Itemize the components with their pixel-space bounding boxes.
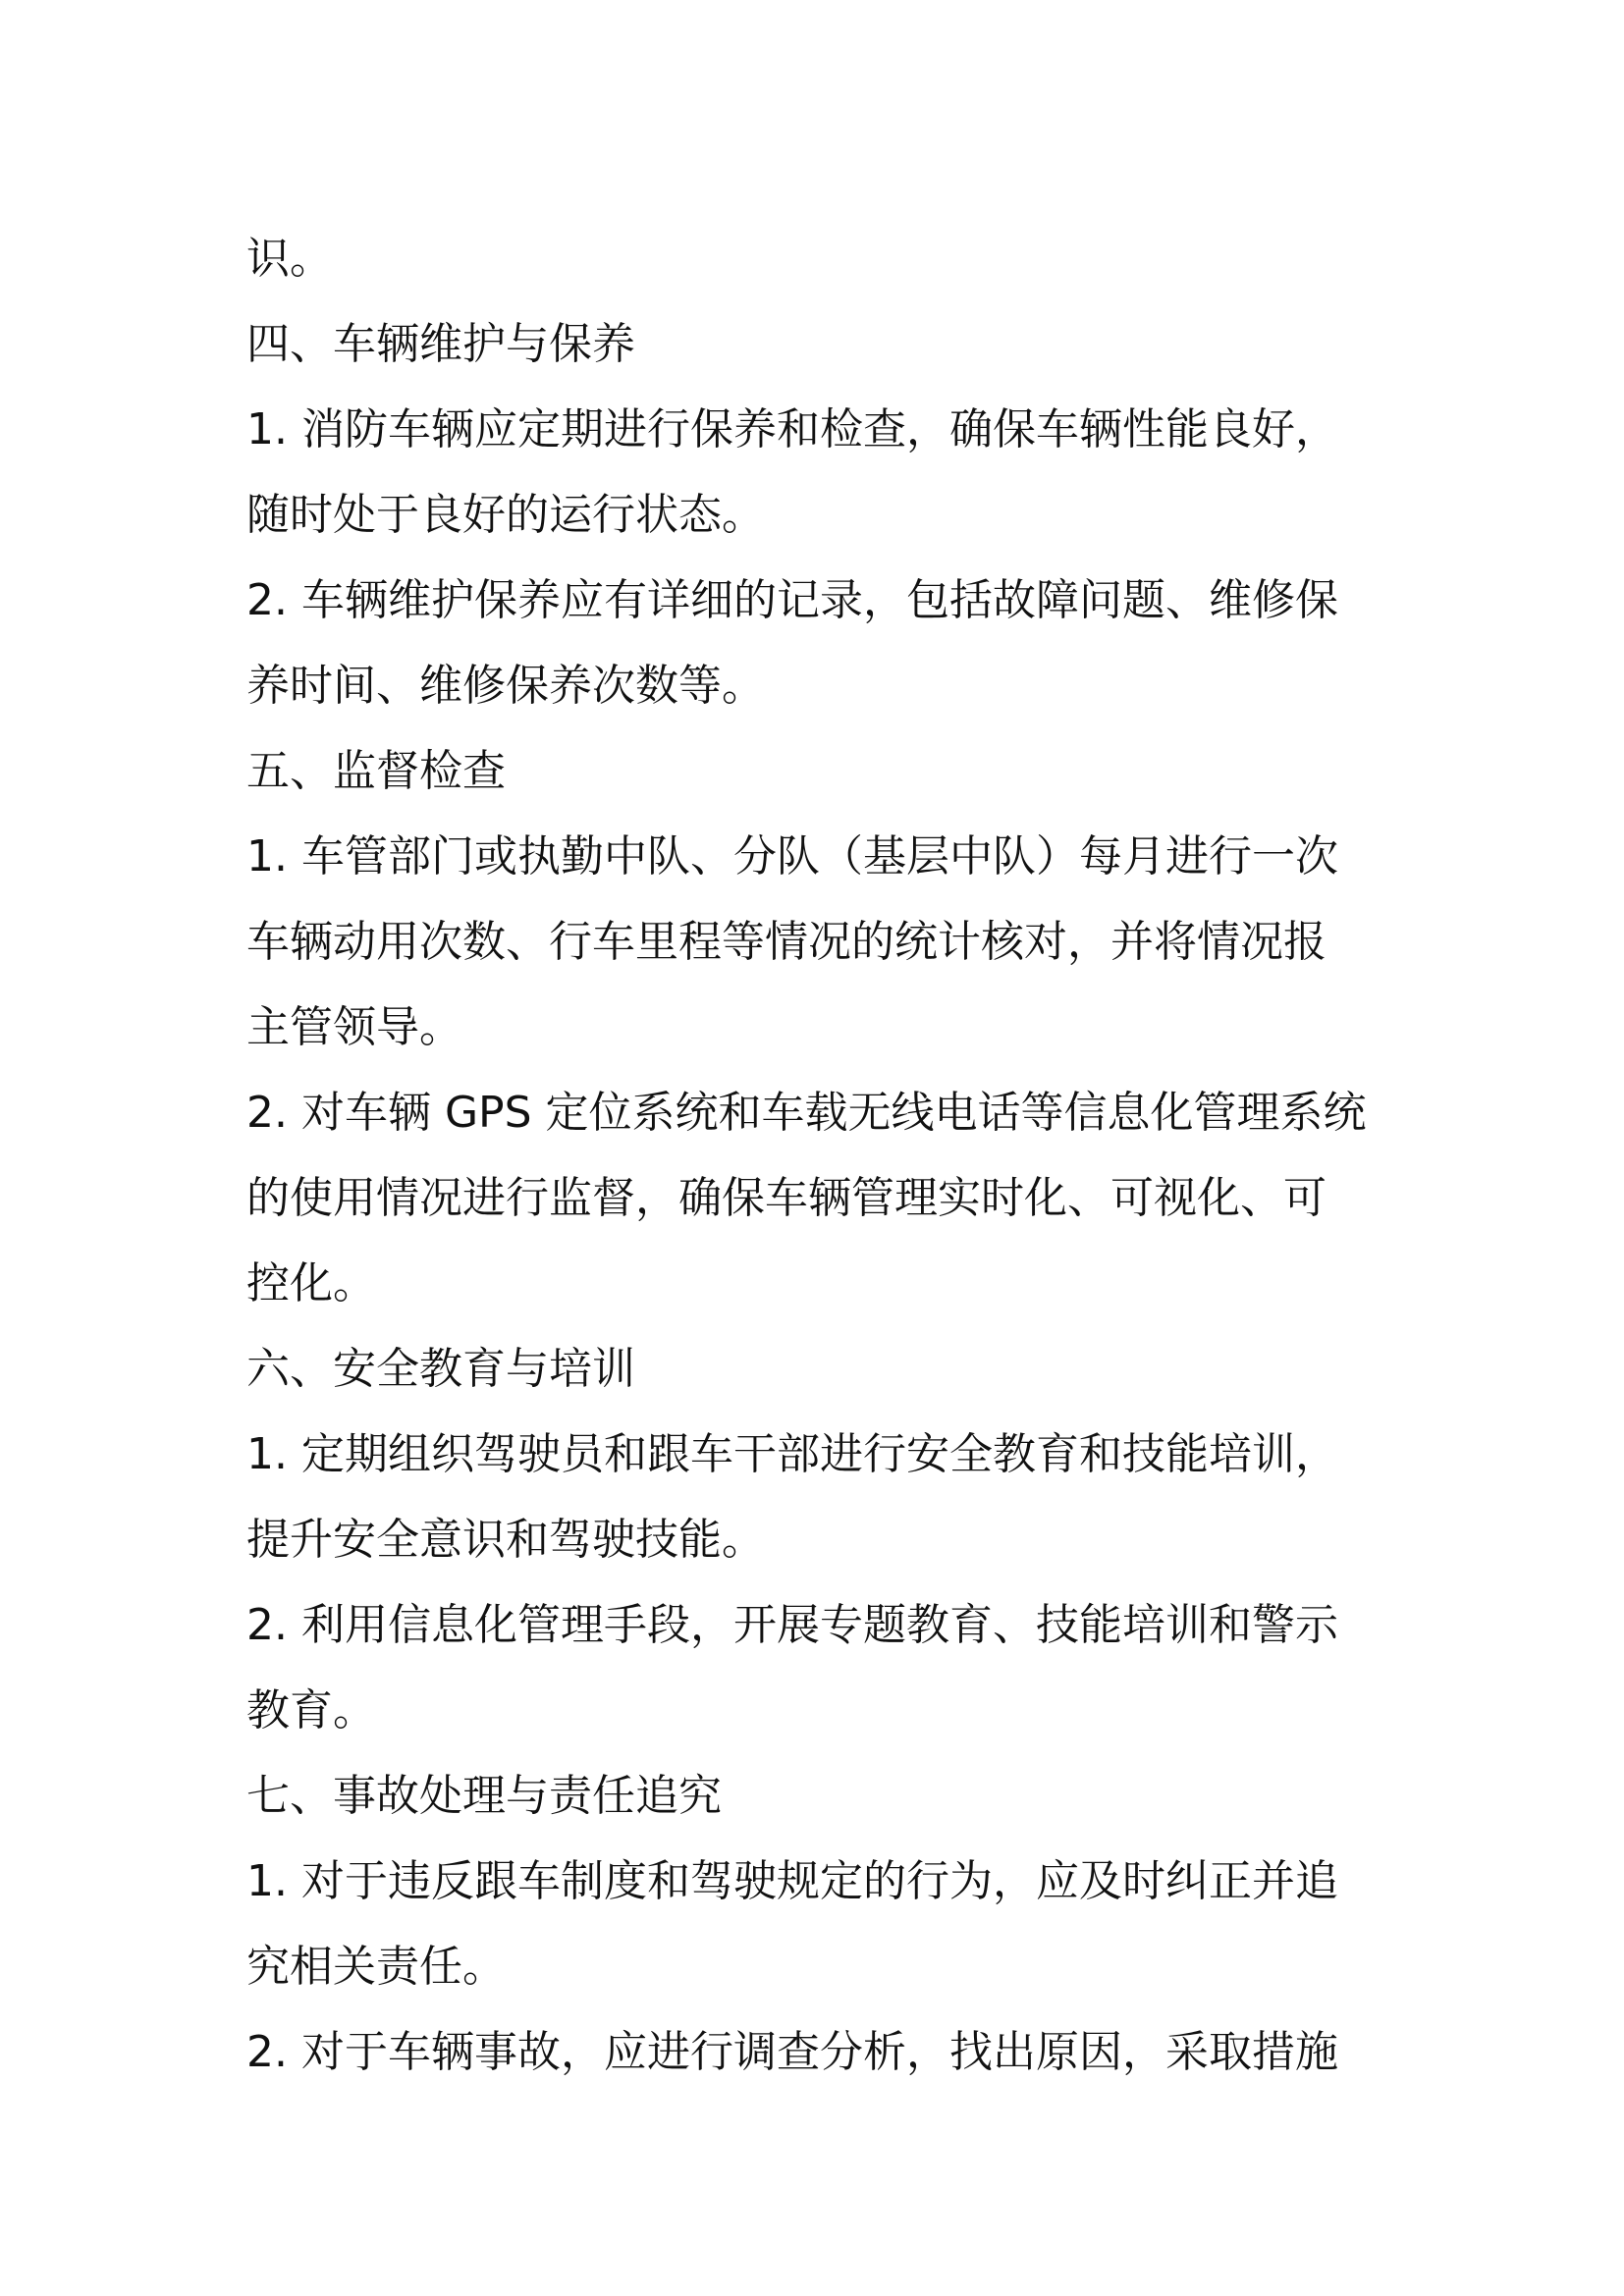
text-line: 2. 车辆维护保养应有详细的记录，包括故障问题、维修保: [246, 575, 1338, 625]
section-heading: 七、事故处理与责任追究: [246, 1771, 722, 1821]
text-line: 车辆动用次数、行车里程等情况的统计核对，并将情况报: [246, 917, 1326, 967]
text-line: 的使用情况进行监督，确保车辆管理实时化、可视化、可: [246, 1173, 1326, 1223]
text-line: 1. 消防车辆应定期进行保养和检查，确保车辆性能良好，: [246, 404, 1338, 454]
text-line: 控化。: [246, 1258, 376, 1308]
text-line: 究相关责任。: [246, 1942, 506, 1992]
section-heading: 四、车辆维护与保养: [246, 319, 635, 369]
section-heading: 六、安全教育与培训: [246, 1344, 635, 1394]
text-line: 主管领导。: [246, 1002, 462, 1052]
text-line: 识。: [246, 234, 333, 284]
text-line: 1. 定期组织驾驶员和跟车干部进行安全教育和技能培训，: [246, 1429, 1338, 1479]
text-line: 1. 对于违反跟车制度和驾驶规定的行为，应及时纠正并追: [246, 1856, 1338, 1906]
text-line: 随时处于良好的运行状态。: [246, 490, 765, 540]
text-line: 2. 对车辆 GPS 定位系统和车载无线电话等信息化管理系统: [246, 1088, 1367, 1138]
text-line: 教育。: [246, 1685, 376, 1735]
text-line: 1. 车管部门或执勤中队、分队（基层中队）每月进行一次: [246, 831, 1338, 881]
text-line: 2. 利用信息化管理手段，开展专题教育、技能培训和警示: [246, 1600, 1338, 1650]
section-heading: 五、监督检查: [246, 746, 506, 796]
text-line: 2. 对于车辆事故，应进行调查分析，找出原因，采取措施: [246, 2027, 1338, 2077]
text-line: 养时间、维修保养次数等。: [246, 661, 765, 711]
text-line: 提升安全意识和驾驶技能。: [246, 1515, 765, 1565]
